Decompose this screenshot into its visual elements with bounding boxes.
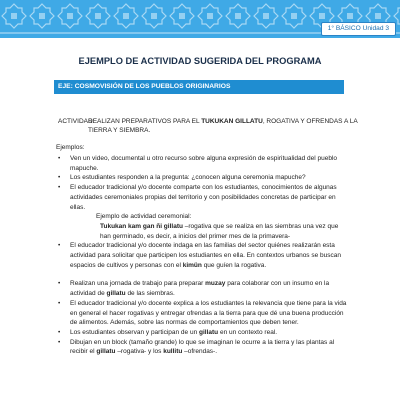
list-item-text: Realizan una jornada de trabajo para preparar [70, 280, 206, 288]
pattern-motif [196, 4, 224, 34]
pattern-motif [168, 4, 196, 34]
list-item-text: de las siembras. [125, 290, 175, 298]
activity-text-before: REALIZAN PREPARATIVOS PARA EL [88, 118, 202, 125]
pattern-motif [224, 4, 252, 34]
activity-label: ACTIVIDAD: [58, 118, 95, 125]
pattern-motif [252, 4, 280, 34]
pattern-motif [112, 4, 140, 34]
ceremony-example-text [96, 222, 348, 241]
term-muzay: muzay [205, 280, 226, 288]
list-item [58, 279, 348, 298]
eje-bar: EJE: COSMOVISIÓN DE LOS PUEBLOS ORIGINARIOS [54, 80, 344, 94]
examples-label: Ejemplos: [56, 144, 85, 151]
ceremony-name: Tukukan kam gan ñi gillatu [100, 222, 183, 230]
list-item-text: –rogativa- y los [115, 348, 164, 356]
pattern-motif [0, 4, 28, 34]
term-gillatu: gillatu [106, 290, 126, 298]
list-item-text: en un contexto real. [218, 328, 278, 336]
list-item: • Ven un video, documental u otro recurso sobre alguna expresión de espiritualidad del pueblo mapuche. [58, 154, 348, 173]
list-item-text: El educador tradicional y/o docente indaga en las familias del sector quiénes realizarán esta actividad para solicitar que participen los estudiantes en ella. En contextos urbanos se buscan espacios de cultivos y personas con el [70, 242, 341, 269]
list-item: • Los estudiantes responden a la pregunta: ¿conocen alguna ceremonia mapuche? [58, 173, 348, 183]
ceremony-description: –rogativa que se realiza en las siembras una vez que han germinado, es decir, a inicios del primer mes de la primavera- [100, 222, 339, 240]
term-gillatu: gillatu [96, 348, 116, 356]
pattern-motif [280, 4, 308, 34]
list-item [58, 328, 348, 338]
pattern-motif [28, 4, 56, 34]
term-kimun: kimün [182, 261, 202, 269]
ceremony-example-label: Ejemplo de actividad ceremonial: [96, 213, 192, 221]
list-item-text: Los estudiantes observan y participan de un [70, 328, 200, 336]
pattern-motif [56, 4, 84, 34]
list-item: • El educador tradicional y/o docente explica a los estudiantes la relevancia que tiene para la vida en general el hacer rogativas y entregar ofrendas a la tierra para que dé una buena producción de alimentos. Además, sobre las normas de comportamientos que deben tener. [58, 299, 348, 328]
list-item [58, 241, 348, 270]
term-kullitu: kullitu [163, 348, 183, 356]
activity-text-bold: TUKUKAN GILLATU [201, 118, 263, 125]
list-item-text: El educador tradicional y/o docente comparte con los estudiantes, conocimientos de algunas actividades ceremoniales propias del territorio y con posibilidades concretas de participar en ellas. [70, 184, 337, 211]
list-item-text: –ofrendas-. [182, 348, 218, 356]
list-item [58, 338, 348, 357]
list-item-text: que guíen la rogativa. [201, 261, 267, 269]
list-item-text: para colaborar con un insumo en la actividad de [70, 280, 330, 298]
list-item [58, 183, 348, 241]
pattern-motif [140, 4, 168, 34]
activity-text-after: , ROGATIVA Y OFRENDAS A LA TIERRA Y SIEMBRA. [88, 118, 358, 134]
term-gillatu: gillatu [199, 328, 219, 336]
ceremony-example [70, 212, 348, 241]
examples-list [58, 154, 348, 357]
activity-text [88, 117, 378, 135]
unit-badge: 1° BÁSICO Unidad 3 [321, 22, 396, 36]
page-title: EJEMPLO DE ACTIVIDAD SUGERIDA DEL PROGRAMA [78, 56, 322, 66]
list-item-text: Dibujan en un block (tamaño grande) lo que se imaginan le ocurre a la tierra y las plantas al recibir el [70, 338, 335, 356]
pattern-motif [84, 4, 112, 34]
